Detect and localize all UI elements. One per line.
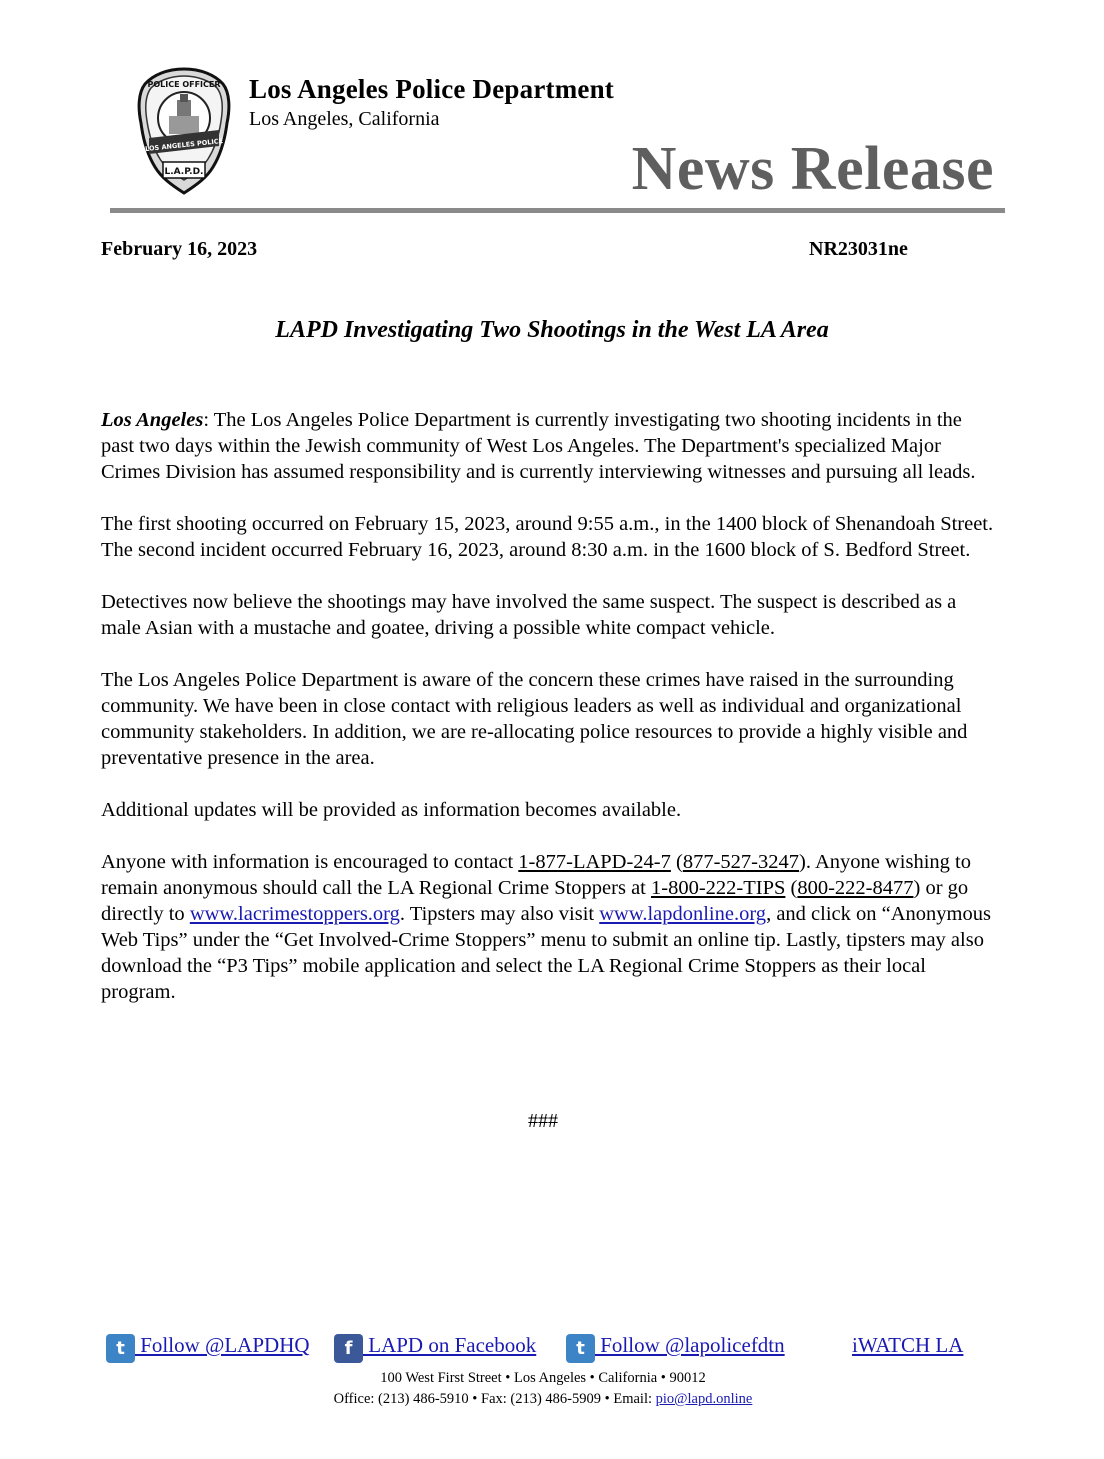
paragraph-6: Anyone with information is encouraged to contact 1-877-LAPD-24-7 (877-527-3247). Anyone wishing to remain anonymous should call the LA Regional Crime Stoppers at 1-800-222-TIPS (800-222-8477) or go directly to www.lacrimestoppers.org. Tipsters may also visit www.lapdonline.org, and click on “Anonymous Web Tips” under the “Get Involved-Crime Stoppers” menu to submit an online tip. Lastly, tipsters may also download the “P3 Tips” mobile application and select the LA Regional Crime Stoppers as their local program.	[101, 851, 991, 1003]
twitter-lapdhq-link[interactable]: t Follow @LAPDHQ	[106, 1333, 310, 1363]
release-body	[101, 407, 996, 1031]
release-number: NR23031ne	[809, 238, 908, 260]
news-release-banner: News Release	[631, 135, 994, 203]
twitter-icon: t	[566, 1334, 595, 1363]
twitter-icon: t	[106, 1334, 135, 1363]
lapd-hotline[interactable]: 1-877-LAPD-24-7	[518, 851, 671, 873]
dateline: Los Angeles	[101, 409, 204, 431]
end-mark: ###	[528, 1110, 558, 1132]
social-links	[106, 1333, 986, 1369]
svg-text:POLICE OFFICER: POLICE OFFICER	[147, 80, 221, 89]
paragraph-4: The Los Angeles Police Department is aware of the concern these crimes have raised in the surrounding community. We have been in close contact with religious leaders as well as individual and organizational community stakeholders. In addition, we are re-allocating police resources to provide a highly visible and preventative presence in the area.	[101, 669, 968, 769]
lapdonline-link[interactable]: www.lapdonline.org	[599, 903, 767, 925]
facebook-link[interactable]: f LAPD on Facebook	[334, 1333, 536, 1363]
paragraph-3: Detectives now believe the shootings may have involved the same suspect. The suspect is described as a male Asian with a mustache and goatee, driving a possible white compact vehicle.	[101, 591, 957, 639]
org-name: Los Angeles Police Department	[249, 74, 614, 104]
crime-stoppers-number[interactable]: 800-222-8477	[797, 877, 914, 899]
paragraph-5: Additional updates will be provided as information becomes available.	[101, 799, 682, 821]
lapd-badge-logo	[137, 66, 231, 196]
svg-text:LOS ANGELES POLICE: LOS ANGELES POLICE	[144, 136, 224, 154]
header-divider	[110, 208, 1005, 213]
headline: LAPD Investigating Two Shootings in the West LA Area	[275, 317, 829, 343]
crime-stoppers-phone[interactable]: 1-800-222-TIPS	[651, 877, 786, 899]
facebook-icon: f	[334, 1334, 363, 1363]
paragraph-1: Los Angeles: The Los Angeles Police Department is currently investigating two shooting incidents in the past two days within the Jewish community of West Los Angeles. The Department's specialized Major Crimes Division has assumed responsibility and is currently interviewing witnesses and pursuing all leads.	[101, 409, 976, 483]
svg-text:L.A.P.D.: L.A.P.D.	[164, 167, 204, 177]
iwatch-la-link[interactable]: iWATCH LA	[852, 1333, 964, 1357]
email-link[interactable]: pio@lapd.online	[655, 1391, 753, 1407]
lacrimestoppers-link[interactable]: www.lacrimestoppers.org	[189, 903, 400, 925]
org-city: Los Angeles, California	[249, 108, 440, 130]
footer-contact: Office: (213) 486-5910 • Fax: (213) 486-5909 • Email: pio@lapd.online	[333, 1391, 753, 1407]
footer-address: 100 West First Street • Los Angeles • California • 90012	[380, 1370, 706, 1386]
lapd-hotline-number[interactable]: 877-527-3247	[682, 851, 799, 873]
release-date: February 16, 2023	[101, 238, 258, 260]
paragraph-2: The first shooting occurred on February 15, 2023, around 9:55 a.m., in the 1400 block of Shenandoah Street. The second incident occurred February 16, 2023, around 8:30 a.m. in the 1600 block of S. Bedford Street.	[101, 513, 994, 561]
twitter-lapolicefdtn-link[interactable]: t Follow @lapolicefdtn	[566, 1333, 785, 1363]
